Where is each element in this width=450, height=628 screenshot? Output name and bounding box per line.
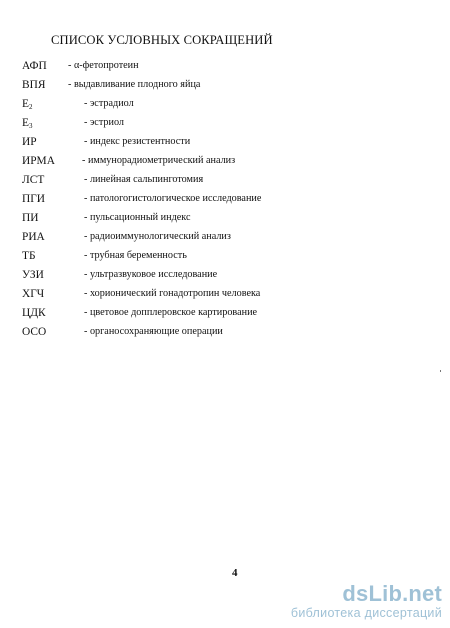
abbreviation-term: РИА	[22, 231, 45, 243]
abbreviation-term: $E_2$	[22, 98, 33, 111]
abbreviation-definition: - эстрадиол	[84, 98, 134, 109]
abbreviation-term: ХГЧ	[22, 288, 45, 300]
abbreviation-term: АФП	[22, 60, 47, 72]
abbreviation-definition: - α-фетопротеин	[68, 60, 139, 71]
watermark-title: dsLib.net	[342, 581, 442, 606]
abbreviation-definition: - выдавливание плодного яйца	[68, 79, 201, 90]
abbreviation-definition: - линейная сальпинготомия	[84, 174, 204, 185]
abbreviation-term: ЛСТ	[22, 174, 45, 186]
abbreviation-term: ПГИ	[22, 193, 46, 205]
abbreviation-term: ИР	[22, 136, 37, 148]
abbreviation-definition: - ультразвуковое исследование	[84, 269, 218, 280]
abbreviation-term: ВПЯ	[22, 79, 46, 91]
abbreviation-subscript: 2	[28, 103, 33, 111]
abbreviation-subscript: 3	[28, 122, 33, 130]
abbreviation-definition: - органосохраняющие операции	[84, 326, 223, 337]
abbreviation-definition: - иммунорадиометрический анализ	[82, 155, 236, 166]
abbreviation-definition: - хорионический гонадотропин человека	[84, 288, 261, 299]
watermark	[291, 583, 442, 621]
abbreviation-definition: - пульсационный индекс	[84, 212, 191, 223]
scan-speck	[440, 370, 441, 372]
abbreviation-term: ОСО	[22, 326, 47, 338]
abbreviation-definition: - индекс резистентности	[84, 136, 191, 147]
abbreviation-definition: - эстриол	[84, 117, 124, 128]
abbreviation-definition: - цветовое допплеровское картирование	[84, 307, 258, 318]
watermark-subtitle: библиотека диссертаций	[290, 606, 442, 620]
abbreviation-term: $E_3$	[22, 117, 33, 130]
abbreviation-definition: - радиоиммунологический анализ	[84, 231, 231, 242]
abbreviation-term: ТБ	[22, 250, 36, 262]
page-number: 4	[232, 567, 238, 579]
abbreviation-definition: - патологогистологическое исследование	[84, 193, 262, 204]
abbreviation-term: ПИ	[22, 212, 39, 224]
abbreviation-term: ЦДК	[22, 307, 46, 319]
abbreviation-term: УЗИ	[22, 269, 44, 281]
page-title: СПИСОК УСЛОВНЫХ СОКРАЩЕНИЙ	[51, 33, 273, 47]
abbreviation-term: ИРМА	[22, 155, 55, 167]
abbreviation-definition: - трубная беременность	[84, 250, 187, 261]
